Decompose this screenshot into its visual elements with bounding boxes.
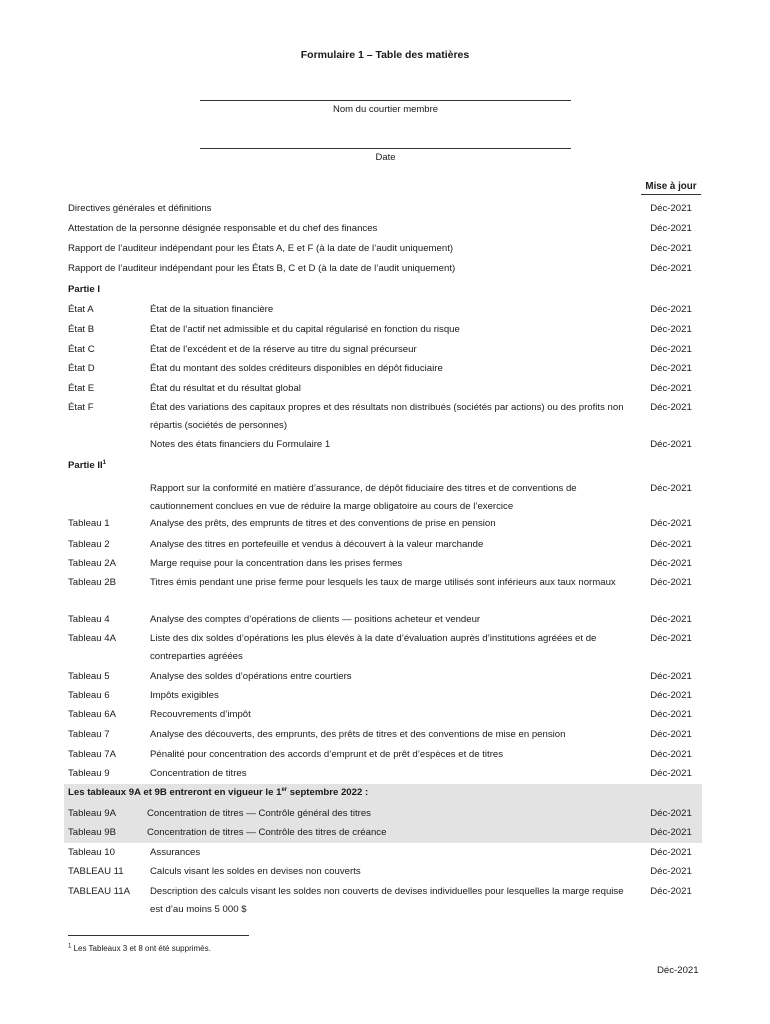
toc-entry-code: État B (68, 324, 95, 335)
notice-text-before: Les tableaux 9A et 9B entreront en vigueur le 1 (68, 787, 282, 798)
toc-entry-date: Déc-2021 (650, 690, 692, 701)
toc-entry-date: Déc-2021 (650, 203, 692, 214)
footnote-marker: 1 (68, 943, 72, 950)
toc-entry-code: TABLEAU 11 (68, 866, 124, 877)
toc-entry-text: État du montant des soldes créditeurs disponibles en dépôt fiduciaire (150, 363, 443, 374)
toc-entry-code: Tableau 2A (68, 558, 117, 569)
toc-entry-date: Déc-2021 (650, 383, 692, 394)
toc-entry-code: Tableau 9 (68, 768, 110, 779)
toc-entry-date: Déc-2021 (650, 483, 692, 494)
toc-entry-code: État C (68, 344, 95, 355)
footnote-text: Les Tableaux 3 et 8 ont été supprimés. (73, 944, 211, 953)
update-column-header: Mise à jour (641, 181, 701, 195)
toc-entry-date: Déc-2021 (650, 363, 692, 374)
toc-entry-date: Déc-2021 (650, 671, 692, 682)
toc-entry-text: Calculs visant les soldes en devises non couverts (150, 866, 361, 877)
toc-entry-date: Déc-2021 (650, 243, 692, 254)
toc-entry-text: Analyse des découverts, des emprunts, des prêts de titres et des conventions de mise en pension (150, 729, 566, 740)
toc-entry-text: Pénalité pour concentration des accords d’emprunt et de prêt d’espèces et de titres (150, 749, 504, 760)
toc-entry-code: Tableau 2 (68, 539, 110, 550)
toc-entry-text: Recouvrements d’impôt (150, 709, 251, 720)
toc-entry-date: Déc-2021 (650, 324, 692, 335)
toc-entry-code: Tableau 7 (68, 729, 110, 740)
toc-entry-text: Titres émis pendant une prise ferme pour lesquels les taux de marge utilisés sont inférieurs aux taux normaux (150, 577, 616, 588)
toc-entry-code: État D (68, 363, 95, 374)
toc-entry-code: Tableau 7A (68, 749, 117, 760)
toc-entry-code: État A (68, 304, 94, 315)
toc-entry-code: État F (68, 402, 94, 413)
notice-sup: er (281, 786, 288, 793)
toc-entry-text: Rapport de l’auditeur indépendant pour les États B, C et D (à la date de l’audit uniquement) (68, 263, 456, 274)
footnote-separator (68, 935, 249, 936)
date-label: Date (375, 152, 396, 163)
toc-entry-date: Déc-2021 (650, 749, 692, 760)
toc-entry-text: Marge requise pour la concentration dans les prises fermes (150, 558, 403, 569)
toc-entry-code: Tableau 4A (68, 633, 117, 644)
toc-entry-text: Concentration de titres (150, 768, 247, 779)
toc-entry-text: Assurances (150, 847, 201, 858)
toc-entry-text: Analyse des prêts, des emprunts de titres et des conventions de prise en pension (150, 518, 496, 529)
toc-entry-text: Rapport de l’auditeur indépendant pour les États A, E et F (à la date de l’audit uniquement) (68, 243, 454, 254)
notice-heading-text (68, 784, 368, 802)
member-name-line (200, 100, 571, 101)
toc-entry-date: Déc-2021 (650, 539, 692, 550)
notice-text-after: septembre 2022 : (287, 787, 369, 798)
toc-entry-code: Tableau 9A (68, 808, 117, 819)
toc-entry-text: Notes des états financiers du Formulaire 1 (150, 439, 331, 450)
toc-entry-date: Déc-2021 (650, 886, 692, 897)
toc-entry-text: Description des calculs visant les soldes non couverts de devises individuelles pour lesquelles la marge requise est d’au moins 5 000 $ (150, 886, 624, 915)
toc-entry-text: État de la situation financière (150, 304, 274, 315)
toc-entry-code: Tableau 10 (68, 847, 115, 858)
toc-entry-date: Déc-2021 (650, 304, 692, 315)
toc-entry-date: Déc-2021 (650, 633, 692, 644)
toc-entry-date: Déc-2021 (650, 768, 692, 779)
toc-entry-code: Tableau 6 (68, 690, 110, 701)
toc-entry-code: Tableau 5 (68, 671, 110, 682)
toc-entry-date: Déc-2021 (650, 709, 692, 720)
section-heading-text: Partie I (68, 284, 100, 295)
toc-entry-date: Déc-2021 (650, 402, 692, 413)
footnote-ref: 1 (102, 459, 107, 466)
toc-entry-date: Déc-2021 (650, 577, 692, 588)
toc-entry-code: Tableau 2B (68, 577, 117, 588)
toc-entry-text: Attestation de la personne désignée responsable et du chef des finances (68, 223, 378, 234)
toc-entry-text: Analyse des titres en portefeuille et vendus à découvert à la valeur marchande (150, 539, 484, 550)
toc-entry-date: Déc-2021 (650, 263, 692, 274)
footnote (68, 944, 211, 953)
toc-entry-code: TABLEAU 11A (68, 886, 131, 897)
page-title: Formulaire 1 – Table des matières (300, 49, 470, 61)
toc-entry-text: Analyse des comptes d’opérations de clients — positions acheteur et vendeur (150, 614, 481, 625)
toc-entry-date: Déc-2021 (650, 223, 692, 234)
toc-entry-text: État des variations des capitaux propres et des résultats non distribués (sociétés par actions) ou des profits non répartis (sociétés de personnes) (150, 402, 624, 431)
toc-entry-text: Impôts exigibles (150, 690, 219, 701)
date-line (200, 148, 571, 149)
toc-entry-date: Déc-2021 (650, 614, 692, 625)
toc-entry-text: État du résultat et du résultat global (150, 383, 301, 394)
toc-entry-date: Déc-2021 (650, 808, 692, 819)
toc-entry-text: État de l’actif net admissible et du capital régularisé en fonction du risque (150, 324, 460, 335)
toc-entry-text: Analyse des soldes d’opérations entre courtiers (150, 671, 352, 682)
footer-date: Déc-2021 (657, 965, 699, 976)
toc-entry-text: Directives générales et définitions (68, 203, 212, 214)
toc-entry-text: Concentration de titres — Contrôle général des titres (147, 808, 371, 819)
toc-entry-date: Déc-2021 (650, 729, 692, 740)
toc-entry-date: Déc-2021 (650, 518, 692, 529)
toc-entry-text: Concentration de titres — Contrôle des titres de créance (147, 827, 387, 838)
section-heading-label: Partie II (68, 460, 103, 471)
toc-entry-date: Déc-2021 (650, 558, 692, 569)
toc-entry-date: Déc-2021 (650, 827, 692, 838)
toc-entry-code: Tableau 9B (68, 827, 117, 838)
toc-entry-date: Déc-2021 (650, 439, 692, 450)
toc-entry-date: Déc-2021 (650, 847, 692, 858)
toc-entry-code: Tableau 4 (68, 614, 110, 625)
member-name-label: Nom du courtier membre (332, 104, 439, 115)
toc-entry-text: Liste des dix soldes d’opérations les plus élevés à la date d’évaluation auprès d’institutions agréées et de contreparties agréées (150, 633, 597, 662)
toc-entry-code: Tableau 6A (68, 709, 117, 720)
toc-entry-text: Rapport sur la conformité en matière d’assurance, de dépôt fiduciaire des titres et de conventions de cautionnement conclues en vue de réduire la marge obligatoire au cours de l’exercice (150, 483, 577, 512)
toc-entry-date: Déc-2021 (650, 866, 692, 877)
toc-entry-code: État E (68, 383, 95, 394)
section-heading-text (68, 457, 106, 475)
toc-entry-text: État de l’excédent et de la réserve au titre du signal précurseur (150, 344, 417, 355)
toc-entry-code: Tableau 1 (68, 518, 110, 529)
toc-entry-date: Déc-2021 (650, 344, 692, 355)
